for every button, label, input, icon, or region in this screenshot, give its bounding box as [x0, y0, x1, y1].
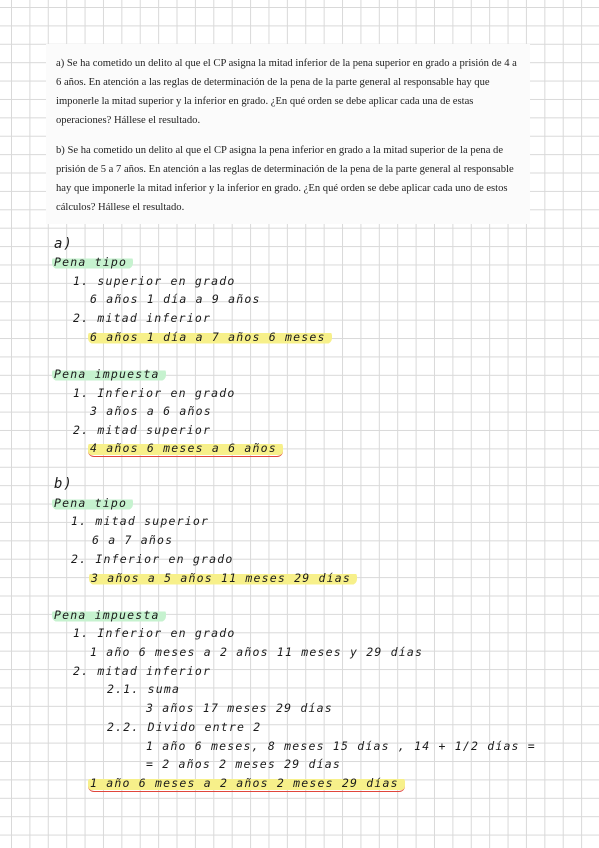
b-impuesta-sub1: 2.1. suma — [107, 682, 181, 696]
b-impuesta-sub1-value: 3 años 17 meses 29 días — [146, 701, 333, 715]
a-pena-impuesta-heading: Pena impuesta — [52, 367, 166, 381]
section-a-label: a) — [54, 236, 73, 252]
b-tipo-step1-value: 6 a 7 años — [92, 533, 174, 547]
b-tipo-step2: 2. Inferior en grado — [71, 552, 234, 566]
a-impuesta-step1: 1. Inferior en grado — [73, 386, 236, 400]
problem-statements — [46, 44, 530, 224]
b-impuesta-result: 1 año 6 meses a 2 años 2 meses 29 días — [88, 776, 405, 790]
a-impuesta-result: 4 años 6 meses a 6 años — [88, 441, 283, 455]
b-impuesta-sub2-line1: 1 año 6 meses, 8 meses 15 días , 14 + 1/2 días = — [146, 739, 536, 753]
b-tipo-result: 3 años a 5 años 11 meses 29 días — [89, 571, 357, 585]
b-impuesta-sub2: 2.2. Divido entre 2 — [107, 720, 262, 734]
a-tipo-result: 6 años 1 día a 7 años 6 meses — [88, 330, 332, 344]
a-tipo-step1: 1. superior en grado — [73, 274, 236, 288]
problem-b-text: b) Se ha cometido un delito al que el CP asigna la pena inferior en grado a la mitad superior de la pena de prisión de 5 a 7 años. En atención a las reglas de determinación de la pena de la parte general al responsable hay que imponerle la mitad inferior y la inferior en grado. ¿En qué orden se debe aplicar cada uno de estos cálculos? Hállese el resultado. — [56, 145, 514, 213]
b-pena-tipo-heading: Pena tipo — [52, 496, 133, 510]
problem-a-text: a) Se ha cometido un delito al que el CP asigna la mitad inferior de la pena superior en grado a prisión de 4 a 6 años. En atención a las reglas de determinación de la pena de la parte general al responsable hay que imponerle la mitad superior y la inferior en grado. ¿En qué orden se debe aplicar cada una de estas operaciones? Hállese el resultado. — [56, 58, 517, 126]
b-pena-impuesta-heading: Pena impuesta — [52, 608, 166, 622]
a-pena-tipo-heading: Pena tipo — [52, 255, 133, 269]
b-impuesta-sub2-line2: = 2 años 2 meses 29 días — [146, 757, 341, 771]
b-impuesta-step1: 1. Inferior en grado — [73, 626, 236, 640]
b-impuesta-step2: 2. mitad inferior — [73, 664, 212, 678]
a-tipo-step2: 2. mitad inferior — [73, 311, 212, 325]
section-b-label: b) — [54, 476, 73, 492]
b-tipo-step1: 1. mitad superior — [71, 514, 210, 528]
a-impuesta-step2: 2. mitad superior — [73, 423, 212, 437]
a-tipo-step1-value: 6 años 1 día a 9 años — [90, 292, 261, 306]
b-impuesta-step1-value: 1 año 6 meses a 2 años 11 meses y 29 días — [90, 645, 424, 659]
a-impuesta-step1-value: 3 años a 6 años — [90, 404, 212, 418]
